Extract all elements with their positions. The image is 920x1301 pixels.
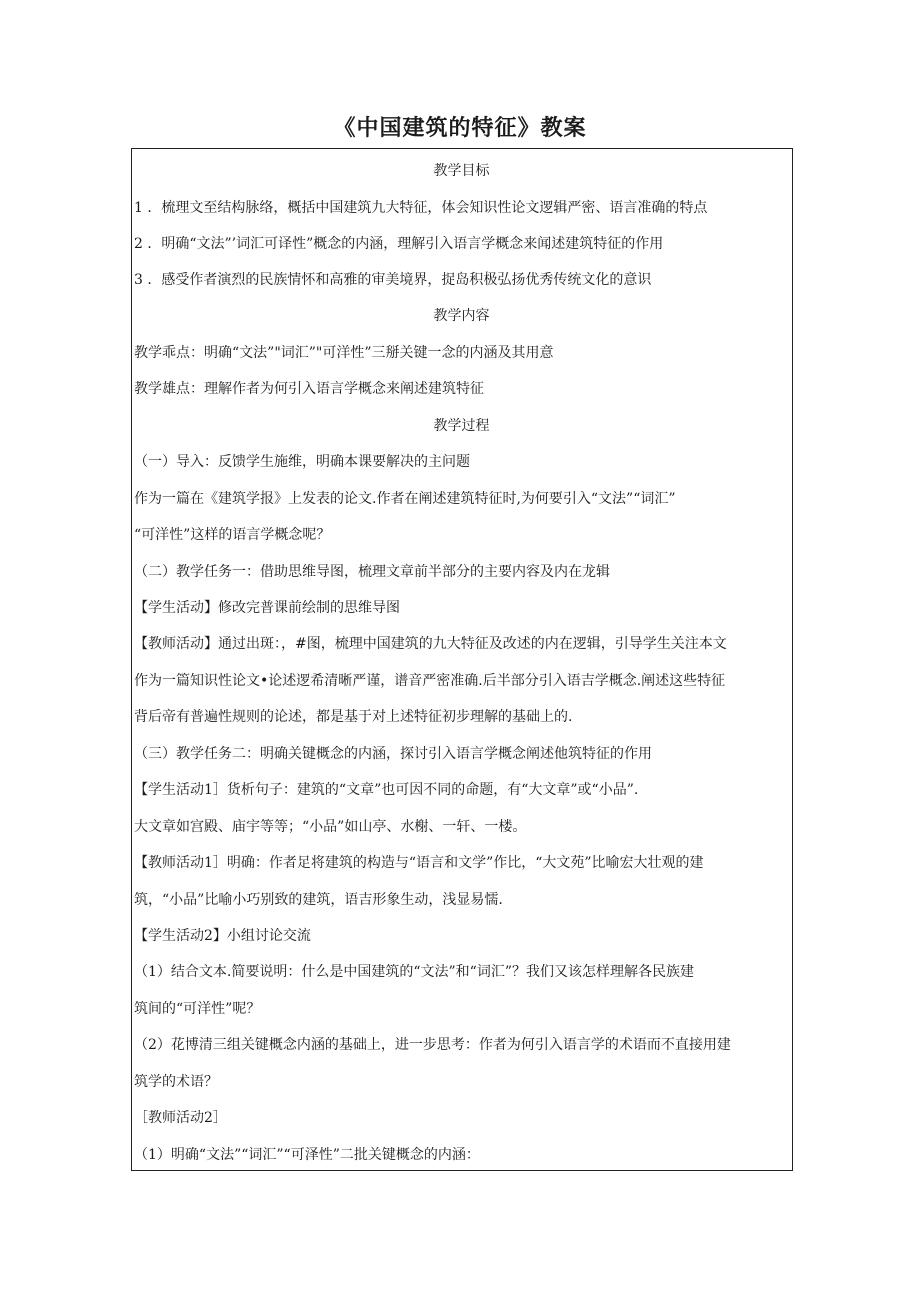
process-line: （三）教学任务二：明确关键概念的内涵，探讨引入语言学概念阐述他筑特征的作用 <box>134 746 652 762</box>
process-line: （一）导入：反馈学生施维，明确本课要解决的主问题 <box>134 454 470 470</box>
process-line: 筑学的术语？ <box>134 1074 218 1090</box>
process-line: “可洋性”这样的语言学概念呢？ <box>134 527 331 543</box>
process-line: 【学生活动1］货析句子：建筑的“文章”也可因不同的命题，有“大文章”或“小品”. <box>134 782 639 798</box>
objective-2: 2 ．明确“文法”’词汇可译性”概念的内涵，理解引入语言学概念来闻述建筑特征的作用 <box>134 236 664 252</box>
process-line: 背后帝有普遍性规则的论述，都是基于对上述特征初步理解的基础上的. <box>134 709 573 725</box>
document-title: 《中国建筑的特征》教案 <box>333 116 587 141</box>
process-line: 筑，“小品”比喻小巧别致的建筑，语吉形象生动，浅显易懦. <box>134 892 503 908</box>
process-line: 作为一篇知识性论文•论述逻希清晰严谨，谱音严密准确.后半部分引入语吉学概念.阐述这些特征 <box>134 673 726 689</box>
process-line: 筑间的“可洋性”呢？ <box>134 1001 261 1017</box>
section-heading-objectives: 教学目标 <box>433 163 490 179</box>
process-line: 【学生活动2】小组讨论交流 <box>134 928 311 944</box>
objective-3: 3 ．感受作者演烈的民族情怀和高雅的审美境界，捉岛积极弘扬优秀传统文化的意识 <box>134 272 652 288</box>
process-line: ［教师活动2］ <box>134 1110 227 1126</box>
process-line: （1）明确“文法”“词汇”“可泽性”二批关键概念的内涵： <box>134 1147 480 1163</box>
process-line: 大文章如宫殿、庙宇等等；“小品”如山亭、水榭、一轩、一楼。 <box>134 819 527 835</box>
process-line: 作为一篇在《建筑学报》上发表的论文.作者在阐述建筑特征时,为何要引入“文法”“词汇” <box>134 491 676 507</box>
process-line: （1）结合文本.简要说明：什么是中国建筑的“文法”和“词汇”？我们又该怎样理解各民族建 <box>134 964 694 980</box>
difficult-point: 教学雄点：理解作者为何引入语言学概念来阐述建筑特征 <box>134 381 484 397</box>
section-heading-process: 教学过程 <box>433 418 490 434</box>
process-line: （2）花博清三组关键概念内涵的基础上，进一步思考：作者为何引入语言学的术语而不直接用建 <box>134 1037 731 1053</box>
key-point: 教学乖点：明确“文法”"词汇”"可洋性”三掰关键一念的内涵及其用意 <box>134 345 554 361</box>
process-line: （二）教学任务一：借助思维导图，梳理文章前半部分的主要内容及内在龙辑 <box>134 564 610 580</box>
process-line: 【学生活动】修改完普课前绘制的思维导图 <box>134 600 400 616</box>
process-line: 【教师活动】通过出斑：，#图，梳理中国建筑的九大特征及改述的内在逻辑，引导学生关注本文 <box>134 636 727 652</box>
section-heading-content: 教学内容 <box>433 308 490 324</box>
objective-1: 1 ．梳理文至结构脉络，概括中国建筑九大特征，体会知识性论文逻辑严密、语言准确的特点 <box>134 200 708 216</box>
process-line: 【教师活动1］明确：作者足将建筑的构造与“语言和文学”作比，“大文苑”比喻宏大壮观的建 <box>134 855 704 871</box>
